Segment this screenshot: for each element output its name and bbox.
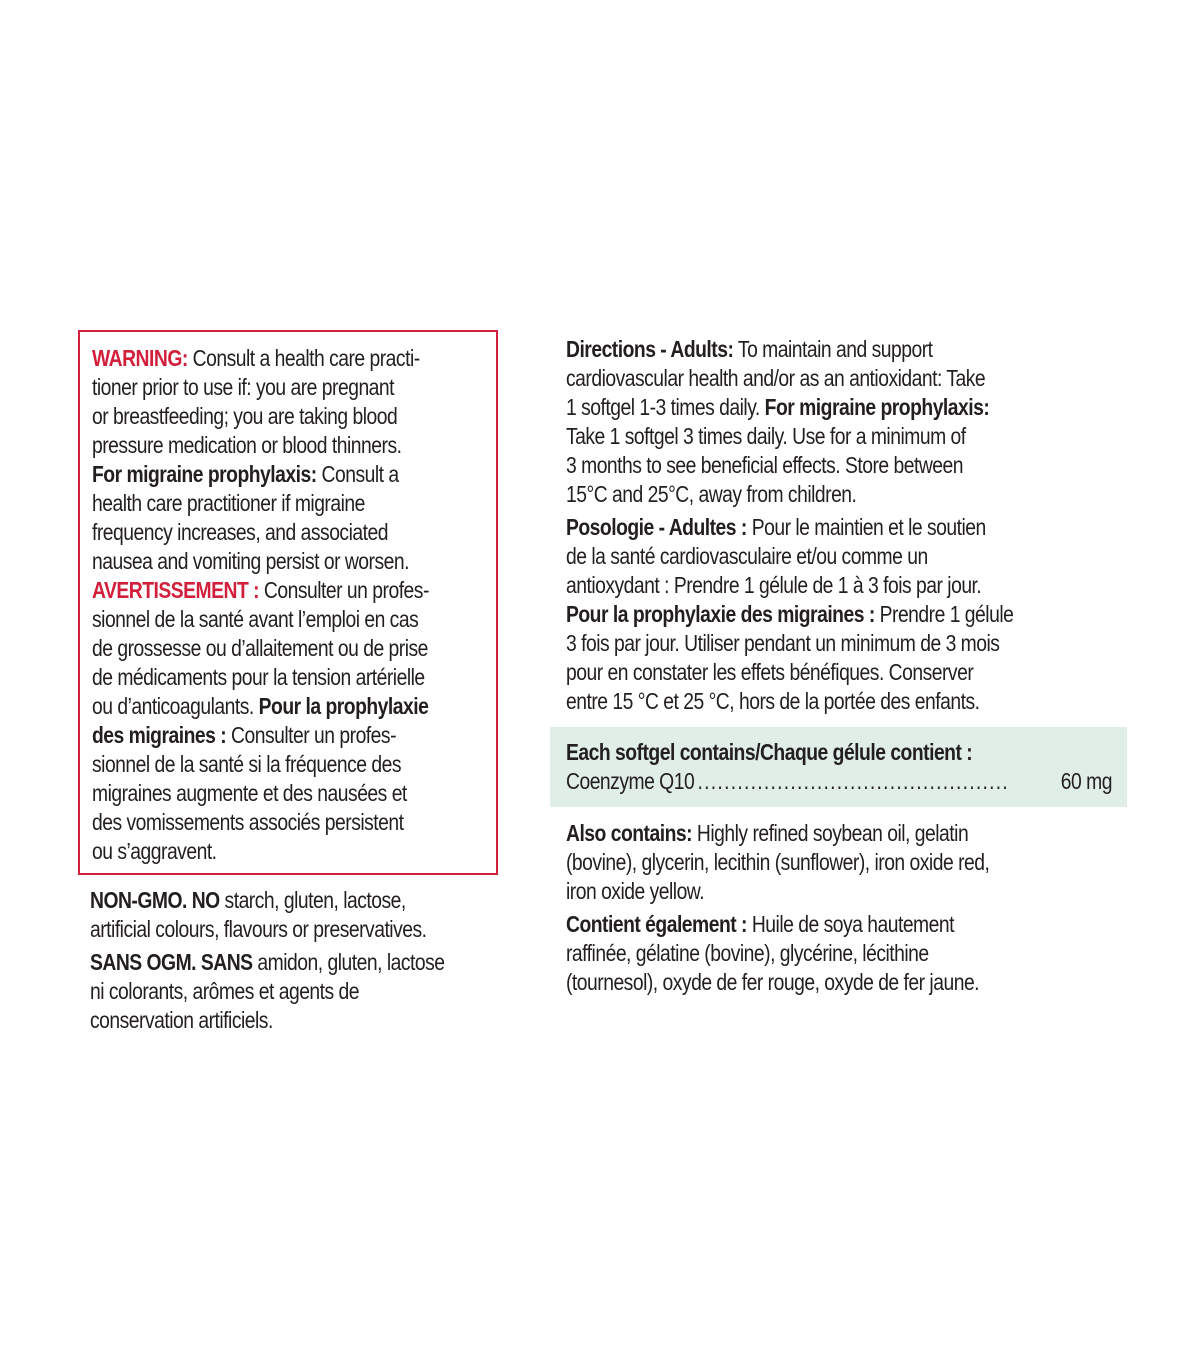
directions-section: Directions - Adults: To maintain and support cardiovascular health and/or as an antioxidant: Take 1 softgel 1-3 times daily. For migraine prophylaxis: Take 1 softgel 3 times daily. Use for a minimum of 3 months to see beneficial effects. Store between 15°C and 25°C, away from children. Posologie - Adultes : Pour le maintien et le soutien de la santé cardiovasculaire et/ou comme un antioxydant : Prendre 1 gélule de 1 à 3 fois par jour. Pour la prophylaxie des migraines : Prendre 1 gélule 3 fois par jour. Utiliser pendant un minimum de 3 mois pour en constater les effets bénéfiques. Conserver entre 15 °C et 25 °C, hors de la portée des enfants. (566, 336, 1014, 714)
ingredient-row (566, 767, 1112, 796)
ingredients-text (566, 738, 1112, 796)
non-medicinal-ingredients: Also contains: Highly refined soybean oil, gelatin (bovine), glycerin, lecithin (sunflower), iron oxide red, iron oxide yellow. Contient également : Huile de soya hautement raffinée, gélatine (bovine), glycérine, lécithine (tournesol), oxyde de fer rouge, oxyde de fer jaune. (566, 820, 990, 995)
contient-label: Contient également : (566, 911, 747, 937)
warning-box (78, 330, 498, 875)
allergen-statement: NON-GMO. NO starch, gluten, lactose, artificial colours, flavours or preservatives. SANS OGM. SANS amidon, gluten, lactose ni colorants, arômes et agents de conservation artificiels. (90, 887, 445, 1033)
ingredients-box (550, 727, 1127, 807)
directions-label: Directions - Adults: (566, 336, 734, 362)
migraine-label: For migraine prophylaxis: (92, 461, 317, 487)
ingredient-amount: 60 mg (1060, 768, 1112, 794)
also-contains-label: Also contains: (566, 820, 693, 846)
ingredient-leader-dots: ............................................... (697, 768, 1010, 794)
warning-label: WARNING: (92, 345, 188, 371)
avertissement-label: AVERTISSEMENT : (92, 577, 260, 603)
non-gmo-label: NON-GMO. NO (90, 887, 220, 913)
posologie-label: Posologie - Adultes : (566, 514, 747, 540)
ingredient-name: Coenzyme Q10 (566, 768, 695, 794)
ingredients-heading: Each softgel contains/Chaque gélule contient : (566, 739, 973, 765)
sans-ogm-label: SANS OGM. SANS (90, 949, 253, 975)
fr-migraine-label: Pour la prophylaxie (258, 693, 429, 719)
warning-text: WARNING: Consult a health care practi- tioner prior to use if: you are pregnant or breastfeeding; you are taking blood pressure medication or blood thinners. For migraine prophylaxis: Consult a health care practitioner if migraine frequency increases, and associated nausea and vomiting persist or worsen. AVERTISSEMENT : Consulter un profes- sionnel de la santé avant l’emploi en cas de grossesse ou d’allaitement ou de prise de médicaments pour la tension artérielle ou d’anticoagulants. Pour la prophylaxie des migraines : Consulter un profes- sionnel de la santé si la fréquence des migraines augmente et des nausées et des vomissements associés persistent ou s’aggravent. (92, 345, 429, 864)
